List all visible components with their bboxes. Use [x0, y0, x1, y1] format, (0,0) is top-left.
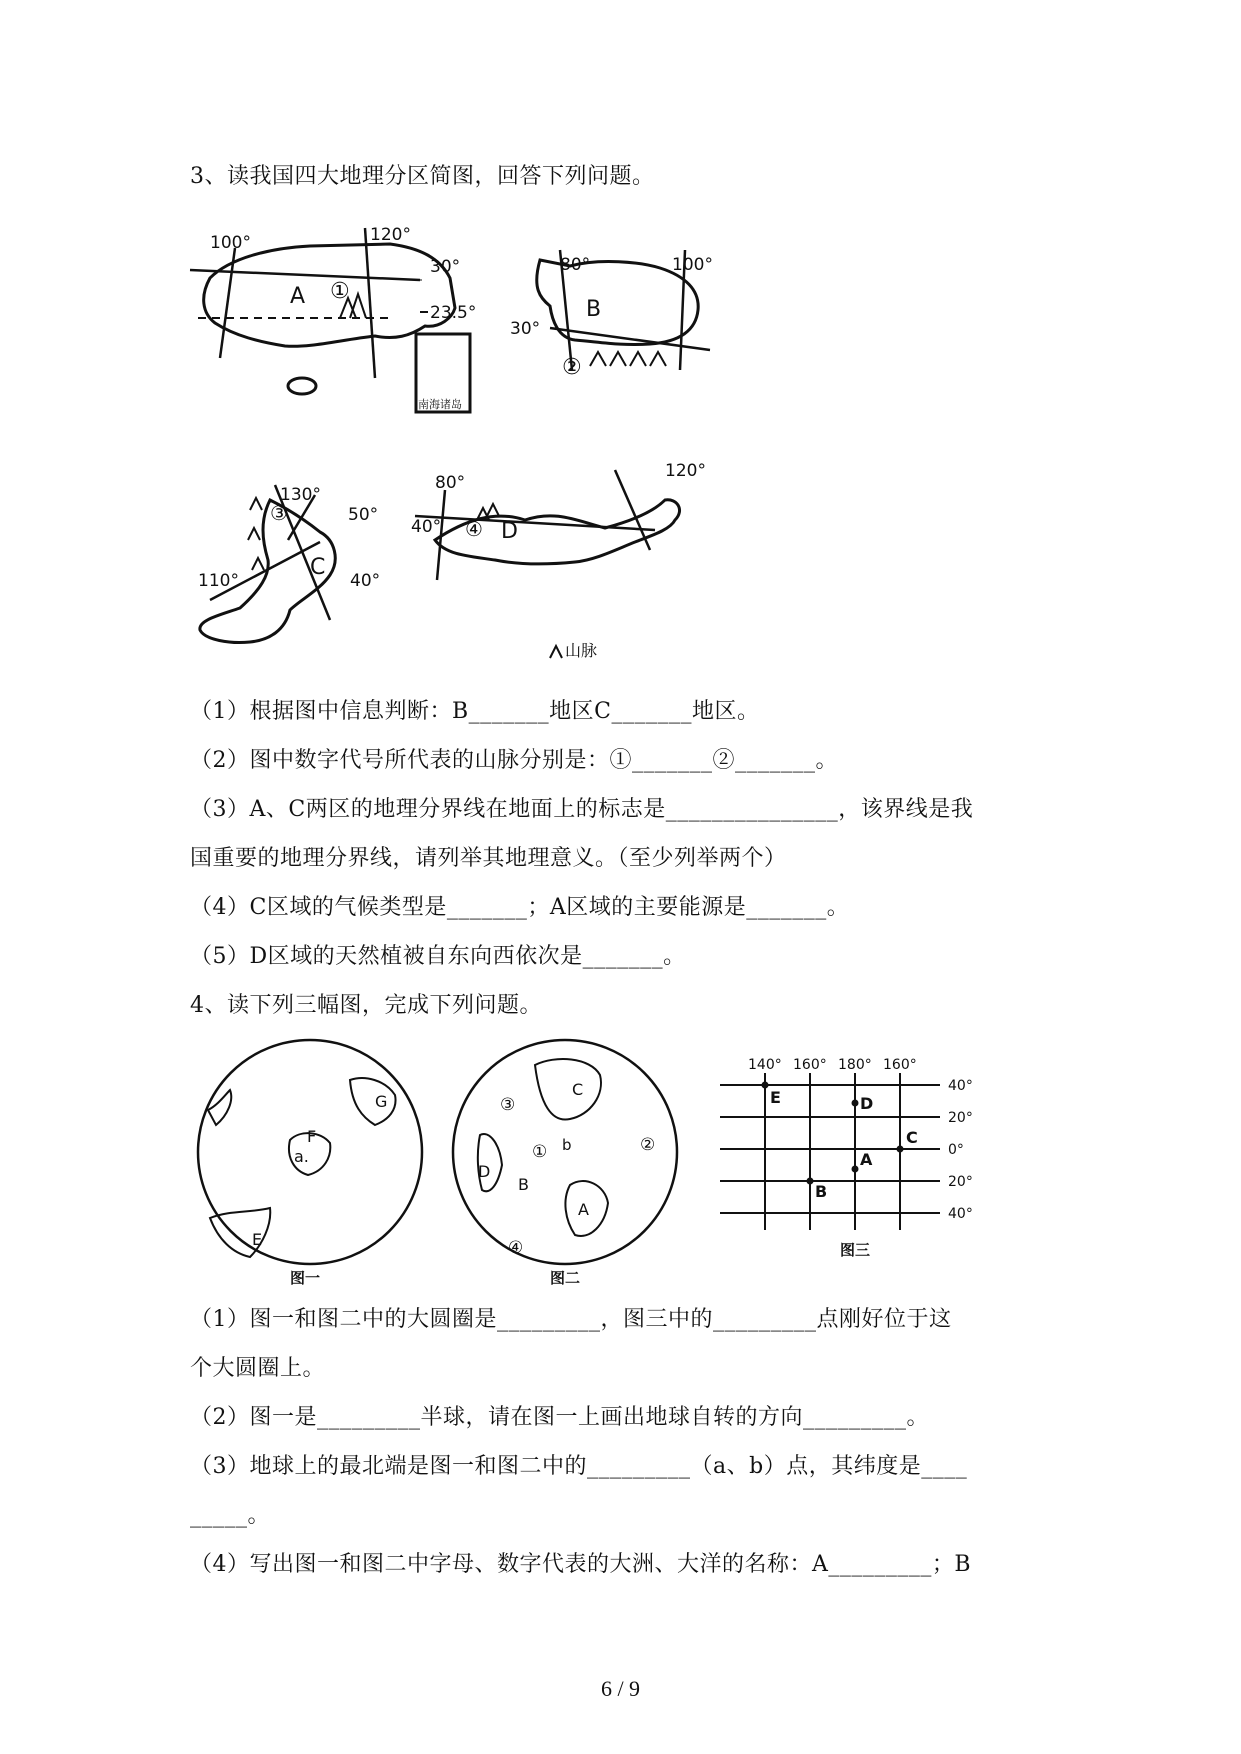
- fig3-grid: [720, 1055, 990, 1265]
- map-b-lat1: 30°: [510, 319, 541, 339]
- mountain-legend-icon: [550, 646, 562, 658]
- fig3-point-e: E: [770, 1088, 781, 1107]
- map-c-lat1: 50°: [348, 505, 379, 525]
- fig2-label-3: ③: [500, 1095, 516, 1115]
- map-a-labels: [400, 236, 510, 426]
- fig3-lat-0: 40°: [948, 1078, 973, 1094]
- fig2-label-4: ④: [508, 1238, 524, 1258]
- map-b: [510, 250, 720, 400]
- inset-label: 南海诸岛: [418, 398, 462, 411]
- q4-sub1b: 个大圆圈上。: [190, 1356, 326, 1381]
- fig2-label-bcap: B: [518, 1175, 529, 1194]
- q4-sub3a: （3）地球上的最北端是图一和图二中的_________（a、b）点，其纬度是____: [190, 1454, 968, 1479]
- fig2-caption: 图二: [550, 1269, 581, 1287]
- fig2-globe: [440, 1035, 690, 1285]
- fig3-caption: 图三: [840, 1241, 871, 1259]
- map-a-lat2: 23.5°: [430, 303, 477, 323]
- map-d-lon2: 120°: [665, 461, 706, 481]
- q3-sub3b: 国重要的地理分界线，请列举其地理意义。（至少列举两个）: [190, 846, 787, 871]
- fig2-label-d: D: [478, 1162, 491, 1181]
- fig3-point-d: D: [860, 1094, 874, 1113]
- fig1-label-f: F: [307, 1127, 317, 1146]
- map-c: [190, 480, 420, 670]
- map-d-region: D: [501, 519, 518, 544]
- q4-sub1a: （1）图一和图二中的大圆圈是_________，图三中的_________点刚好位于这: [190, 1307, 952, 1332]
- map-c-lon1: 130°: [280, 485, 321, 505]
- map-c-num: ③: [270, 501, 288, 525]
- q4-sub3b: _____。: [190, 1503, 271, 1528]
- map-b-lon2: 100°: [672, 255, 713, 275]
- fig3-lon-1: 160°: [793, 1057, 827, 1073]
- fig3-lon-0: 140°: [748, 1057, 782, 1073]
- fig3-lat-4: 40°: [948, 1206, 973, 1222]
- map-a-lon2: 120°: [370, 225, 411, 245]
- fig2-label-b: b: [562, 1136, 572, 1154]
- q4-sub4: （4）写出图一和图二中字母、数字代表的大洲、大洋的名称：A_________；B: [190, 1552, 972, 1577]
- fig3-point-c: C: [906, 1128, 918, 1147]
- q3-sub2: （2）图中数字代号所代表的山脉分别是：①_______②_______。: [190, 748, 838, 773]
- q3-sub5: （5）D区域的天然植被自东向西依次是_______。: [190, 944, 686, 969]
- map-d: [411, 461, 725, 670]
- fig1-label-g: G: [375, 1092, 388, 1111]
- map-a-region: A: [290, 284, 306, 309]
- q3-title: 3、读我国四大地理分区简图，回答下列问题。: [190, 164, 655, 189]
- fig2-label-c: C: [572, 1080, 584, 1099]
- map-b-num: ②: [562, 355, 582, 380]
- map-b-region: B: [586, 297, 602, 322]
- map-a-num: ①: [330, 279, 350, 304]
- map-c-lon2: 110°: [198, 571, 239, 591]
- map-d-num: ④: [465, 517, 483, 541]
- fig3-lon-2: 180°: [838, 1057, 872, 1073]
- fig3-lat-3: 20°: [948, 1174, 973, 1190]
- fig1-globe: [190, 1035, 430, 1285]
- fig2-label-1: ①: [532, 1142, 548, 1162]
- fig1-label-e: E: [252, 1230, 263, 1249]
- fig3-lat-1: 20°: [948, 1110, 973, 1126]
- map-b-lon1: 80°: [560, 255, 591, 275]
- fig3-point-a: A: [860, 1150, 873, 1169]
- fig3-lat-2: 0°: [948, 1142, 964, 1158]
- legend-label: 山脉: [565, 641, 598, 660]
- map-a-lon1: 100°: [210, 233, 251, 253]
- q3-sub1: （1）根据图中信息判断：B_______地区C_______地区。: [190, 699, 760, 724]
- map-c-region: C: [310, 555, 326, 580]
- fig1-label-a: a.: [294, 1147, 309, 1166]
- fig2-label-2: ②: [640, 1135, 656, 1155]
- q3-sub4: （4）C区域的气候类型是_______；A区域的主要能源是_______。: [190, 895, 850, 920]
- fig2-label-acap: A: [578, 1200, 589, 1219]
- map-a-lat1: 30°: [430, 257, 461, 277]
- map-d-lat1: 40°: [411, 517, 442, 537]
- q4-sub2: （2）图一是_________半球，请在图一上画出地球自转的方向_________。: [190, 1405, 929, 1430]
- fig1-caption: 图一: [290, 1269, 321, 1287]
- page-number: 6 / 9: [600, 1676, 641, 1701]
- map-c-lat2: 40°: [350, 571, 381, 591]
- q3-sub3a: （3）A、C两区的地理分界线在地面上的标志是_______________，该界线是我: [190, 797, 974, 822]
- map-d-lon1: 80°: [435, 473, 466, 493]
- fig3-lon-3: 160°: [883, 1057, 917, 1073]
- fig3-point-b: B: [815, 1182, 828, 1201]
- q4-title: 4、读下列三幅图，完成下列问题。: [190, 993, 542, 1018]
